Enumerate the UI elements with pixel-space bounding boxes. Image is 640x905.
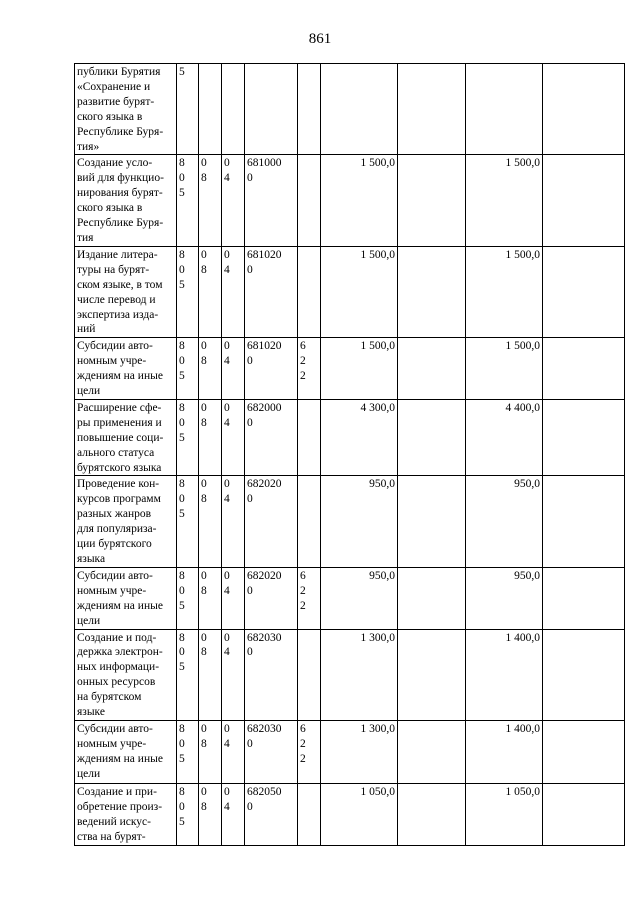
empty-cell [398, 155, 466, 246]
target-article-code: 682020 0 [245, 567, 298, 629]
expense-name: Создание и при- обретение произ- ведений искус- ства на бурят- [75, 783, 177, 845]
table-row [75, 629, 625, 720]
section-code: 0 8 [199, 155, 222, 246]
amount-year-1: 1 500,0 [321, 338, 398, 400]
ministry-code: 8 0 5 [177, 338, 199, 400]
table-row [75, 155, 625, 246]
amount-year-1: 950,0 [321, 476, 398, 567]
section-code: 0 8 [199, 399, 222, 476]
ministry-code: 8 0 5 [177, 783, 199, 845]
section-code: 0 8 [199, 629, 222, 720]
empty-cell [543, 567, 625, 629]
subsection-code: 0 4 [222, 338, 245, 400]
empty-cell [398, 338, 466, 400]
amount-year-2 [466, 64, 543, 155]
budget-table [74, 63, 625, 846]
empty-cell [398, 567, 466, 629]
target-article-code: 681000 0 [245, 155, 298, 246]
subsection-code: 0 4 [222, 629, 245, 720]
empty-cell [398, 64, 466, 155]
subsection-code: 0 4 [222, 246, 245, 337]
empty-cell [398, 399, 466, 476]
empty-cell [398, 246, 466, 337]
amount-year-1: 1 300,0 [321, 720, 398, 783]
section-code: 0 8 [199, 783, 222, 845]
amount-year-2: 4 400,0 [466, 399, 543, 476]
empty-cell [543, 476, 625, 567]
expense-type-code [298, 155, 321, 246]
empty-cell [543, 629, 625, 720]
expense-type-code [298, 629, 321, 720]
section-code: 0 8 [199, 720, 222, 783]
amount-year-2: 1 500,0 [466, 338, 543, 400]
section-code [199, 64, 222, 155]
empty-cell [543, 64, 625, 155]
amount-year-1 [321, 64, 398, 155]
ministry-code: 8 0 5 [177, 567, 199, 629]
expense-name: публики Бурятия «Сохранение и развитие бурят- ского языка в Республике Буря- тия» [75, 64, 177, 155]
amount-year-1: 950,0 [321, 567, 398, 629]
subsection-code [222, 64, 245, 155]
amount-year-2: 1 400,0 [466, 720, 543, 783]
subsection-code: 0 4 [222, 399, 245, 476]
table-row [75, 783, 625, 845]
amount-year-1: 1 050,0 [321, 783, 398, 845]
expense-name: Субсидии авто- номным учре- ждениям на иные цели [75, 720, 177, 783]
page-number: 861 [308, 31, 332, 47]
table-row [75, 246, 625, 337]
subsection-code: 0 4 [222, 567, 245, 629]
amount-year-2: 950,0 [466, 476, 543, 567]
empty-cell [543, 720, 625, 783]
empty-cell [398, 720, 466, 783]
subsection-code: 0 4 [222, 783, 245, 845]
table-row [75, 64, 625, 155]
ministry-code: 8 0 5 [177, 629, 199, 720]
target-article-code: 682000 0 [245, 399, 298, 476]
ministry-code: 8 0 5 [177, 246, 199, 337]
empty-cell [543, 155, 625, 246]
empty-cell [543, 338, 625, 400]
expense-name: Создание и под- держка электрон- ных информаци- онных ресурсов на бурятском языке [75, 629, 177, 720]
target-article-code: 682020 0 [245, 476, 298, 567]
empty-cell [543, 246, 625, 337]
amount-year-2: 1 050,0 [466, 783, 543, 845]
amount-year-2: 950,0 [466, 567, 543, 629]
table-row [75, 720, 625, 783]
expense-name: Субсидии авто- номным учре- ждениям на иные цели [75, 338, 177, 400]
expense-name: Издание литера- туры на бурят- ском языке, в том числе перевод и экспертиза изда- ний [75, 246, 177, 337]
empty-cell [543, 399, 625, 476]
expense-type-code: 6 2 2 [298, 567, 321, 629]
section-code: 0 8 [199, 476, 222, 567]
table-row [75, 338, 625, 400]
amount-year-1: 4 300,0 [321, 399, 398, 476]
section-code: 0 8 [199, 338, 222, 400]
amount-year-2: 1 400,0 [466, 629, 543, 720]
table-row [75, 399, 625, 476]
expense-name: Проведение кон- курсов программ разных жанров для популяриза- ции бурятского языка [75, 476, 177, 567]
ministry-code: 8 0 5 [177, 399, 199, 476]
expense-type-code [298, 64, 321, 155]
empty-cell [398, 783, 466, 845]
table-row [75, 476, 625, 567]
ministry-code: 8 0 5 [177, 155, 199, 246]
target-article-code: 682030 0 [245, 629, 298, 720]
empty-cell [543, 783, 625, 845]
subsection-code: 0 4 [222, 155, 245, 246]
table-row [75, 567, 625, 629]
amount-year-2: 1 500,0 [466, 246, 543, 337]
empty-cell [398, 476, 466, 567]
target-article-code: 682030 0 [245, 720, 298, 783]
ministry-code: 5 [177, 64, 199, 155]
amount-year-1: 1 300,0 [321, 629, 398, 720]
expense-name: Создание усло- вий для функцио- нирования бурят- ского языка в Республике Буря- тия [75, 155, 177, 246]
expense-type-code [298, 246, 321, 337]
subsection-code: 0 4 [222, 720, 245, 783]
target-article-code: 681020 0 [245, 246, 298, 337]
target-article-code: 681020 0 [245, 338, 298, 400]
target-article-code [245, 64, 298, 155]
expense-type-code [298, 476, 321, 567]
amount-year-1: 1 500,0 [321, 155, 398, 246]
target-article-code: 682050 0 [245, 783, 298, 845]
section-code: 0 8 [199, 567, 222, 629]
expense-name: Субсидии авто- номным учре- ждениям на иные цели [75, 567, 177, 629]
amount-year-1: 1 500,0 [321, 246, 398, 337]
ministry-code: 8 0 5 [177, 720, 199, 783]
amount-year-2: 1 500,0 [466, 155, 543, 246]
section-code: 0 8 [199, 246, 222, 337]
expense-type-code [298, 783, 321, 845]
expense-type-code: 6 2 2 [298, 338, 321, 400]
expense-name: Расширение сфе- ры применения и повышение соци- ального статуса бурятского языка [75, 399, 177, 476]
subsection-code: 0 4 [222, 476, 245, 567]
expense-type-code [298, 399, 321, 476]
expense-type-code: 6 2 2 [298, 720, 321, 783]
ministry-code: 8 0 5 [177, 476, 199, 567]
empty-cell [398, 629, 466, 720]
